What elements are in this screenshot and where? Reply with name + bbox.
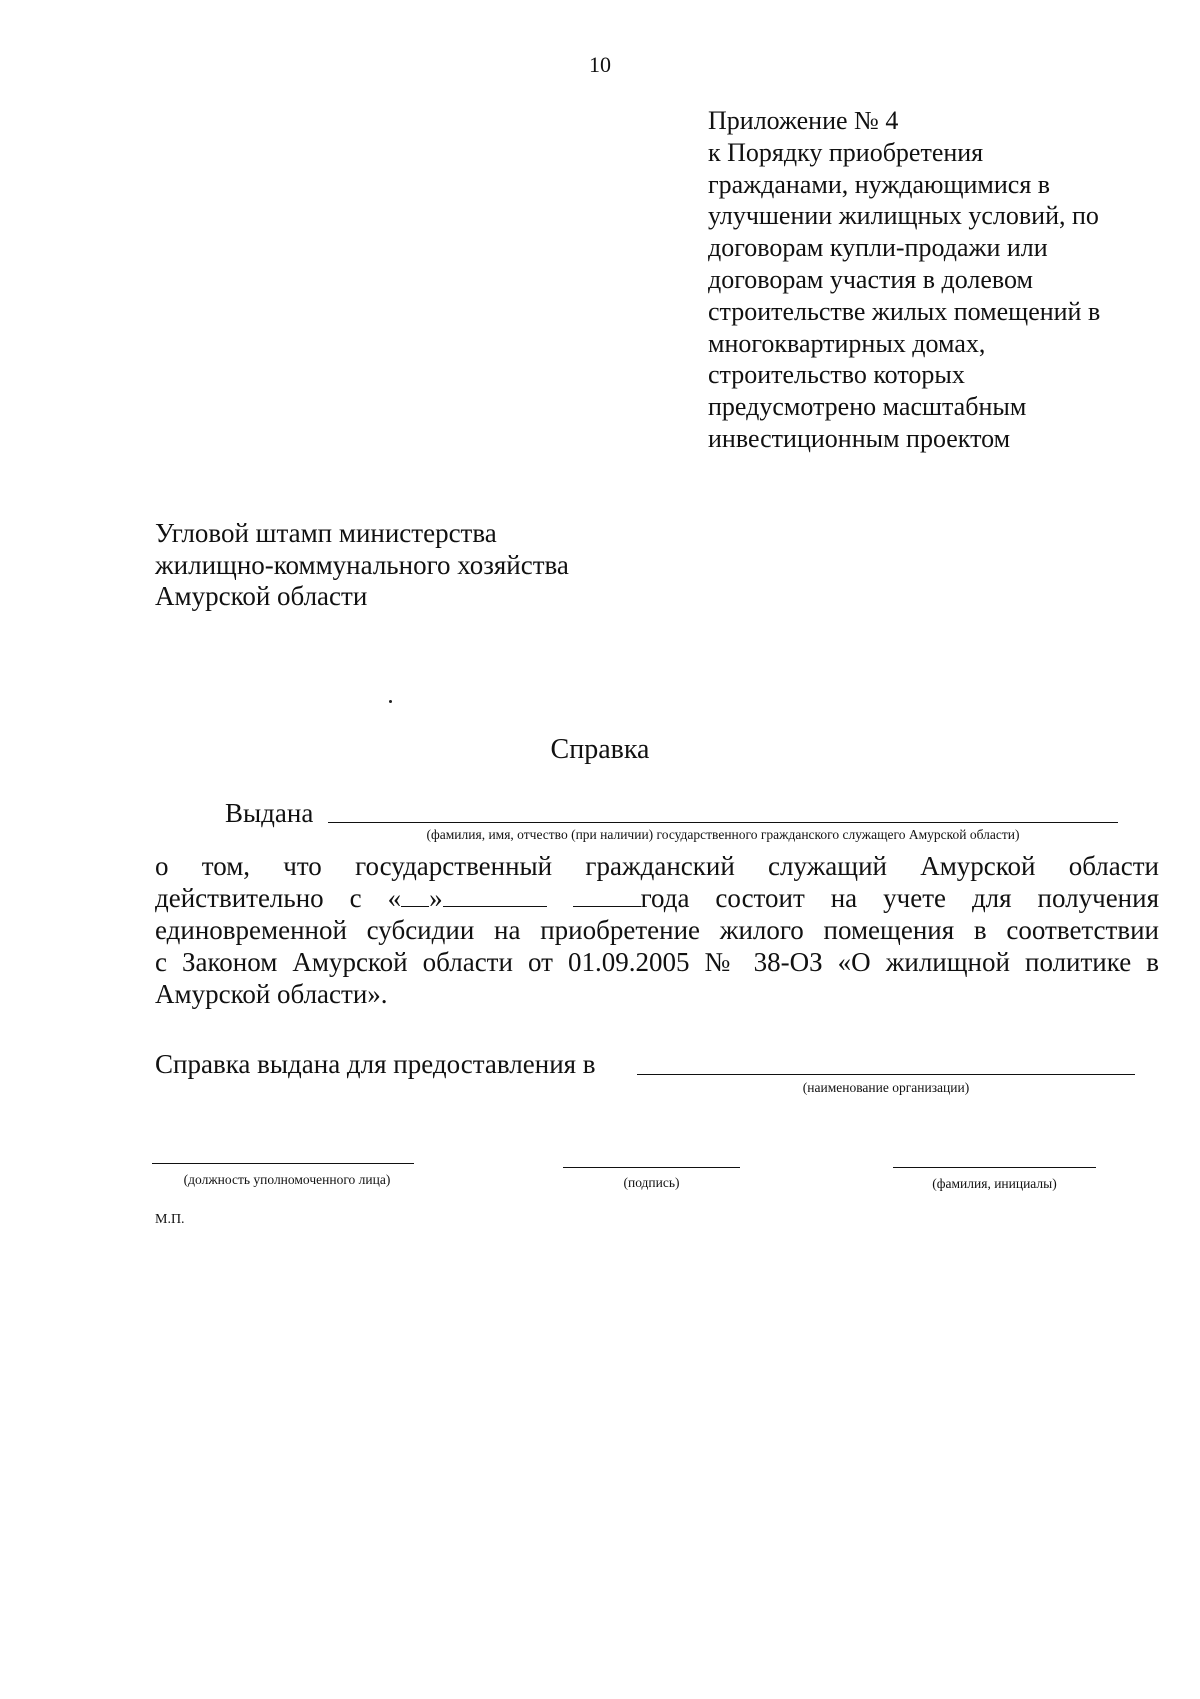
position-blank[interactable] — [152, 1163, 414, 1164]
name-blank[interactable] — [893, 1167, 1096, 1168]
appendix-line: улучшении жилищных условий, по — [708, 201, 1099, 231]
scan-dot — [389, 700, 392, 703]
body-line-3: единовременной субсидии на приобретение жилого помещения в соответствии — [155, 915, 1159, 945]
purpose-label: Справка выдана для предоставления в — [155, 1049, 596, 1079]
appendix-line: инвестиционным проектом — [708, 423, 1011, 453]
body-line-1: о том, что государственный гражданский служащий Амурской области — [155, 851, 1159, 881]
date-mid: » — [429, 883, 443, 913]
appendix-line: Приложение № 4 — [708, 106, 899, 135]
month-blank[interactable] — [443, 884, 547, 907]
stamp-line: Угловой штамп министерства — [155, 518, 497, 548]
issued-to-blank[interactable] — [328, 822, 1118, 823]
appendix-line: договорам участия в долевом — [708, 264, 1033, 294]
body-line-4: с Законом Амурской области от 01.09.2005 № 38-ОЗ «О жилищной политике в — [155, 947, 1159, 977]
appendix-line: предусмотрено масштабным — [708, 392, 1027, 422]
day-blank[interactable] — [401, 884, 429, 907]
position-caption: (должность уполномоченного лица) — [183, 1172, 391, 1187]
date-suffix: года состоит на учете для получения — [640, 883, 1160, 913]
date-prefix: действительно с « — [155, 883, 402, 913]
appendix-line: строительство которых — [708, 360, 965, 390]
issued-to-label: Выдана — [225, 798, 314, 828]
appendix-line: строительстве жилых помещений в — [708, 296, 1101, 326]
stamp-line: жилищно-коммунального хозяйства — [155, 549, 569, 580]
appendix-line: договорам купли-продажи или — [708, 233, 1048, 263]
stamp-line: Амурской области — [155, 581, 368, 611]
seal-place-label: М.П. — [155, 1212, 185, 1227]
name-caption: (фамилия, инициалы) — [932, 1176, 1057, 1191]
appendix-header — [708, 105, 1168, 455]
signature-caption: (подпись) — [623, 1175, 680, 1190]
appendix-line: многоквартирных домах, — [708, 328, 986, 358]
corner-stamp-block — [155, 518, 569, 613]
organization-caption: (наименование организации) — [802, 1080, 970, 1095]
year-blank[interactable] — [573, 884, 641, 907]
appendix-line: к Порядку приобретения — [708, 137, 984, 167]
page-number: 10 — [589, 52, 611, 77]
signature-blank[interactable] — [563, 1167, 740, 1168]
certificate-body — [155, 850, 1159, 1010]
appendix-line: гражданами, нуждающимися в — [708, 169, 1051, 199]
body-line-5: Амурской области». — [155, 979, 388, 1009]
organization-blank[interactable] — [637, 1074, 1135, 1075]
issued-to-caption: (фамилия, имя, отчество (при наличии) государственного гражданского служащего Амурской области) — [426, 827, 1020, 842]
body-line-2 — [155, 882, 1159, 914]
document-title: Справка — [550, 734, 650, 765]
